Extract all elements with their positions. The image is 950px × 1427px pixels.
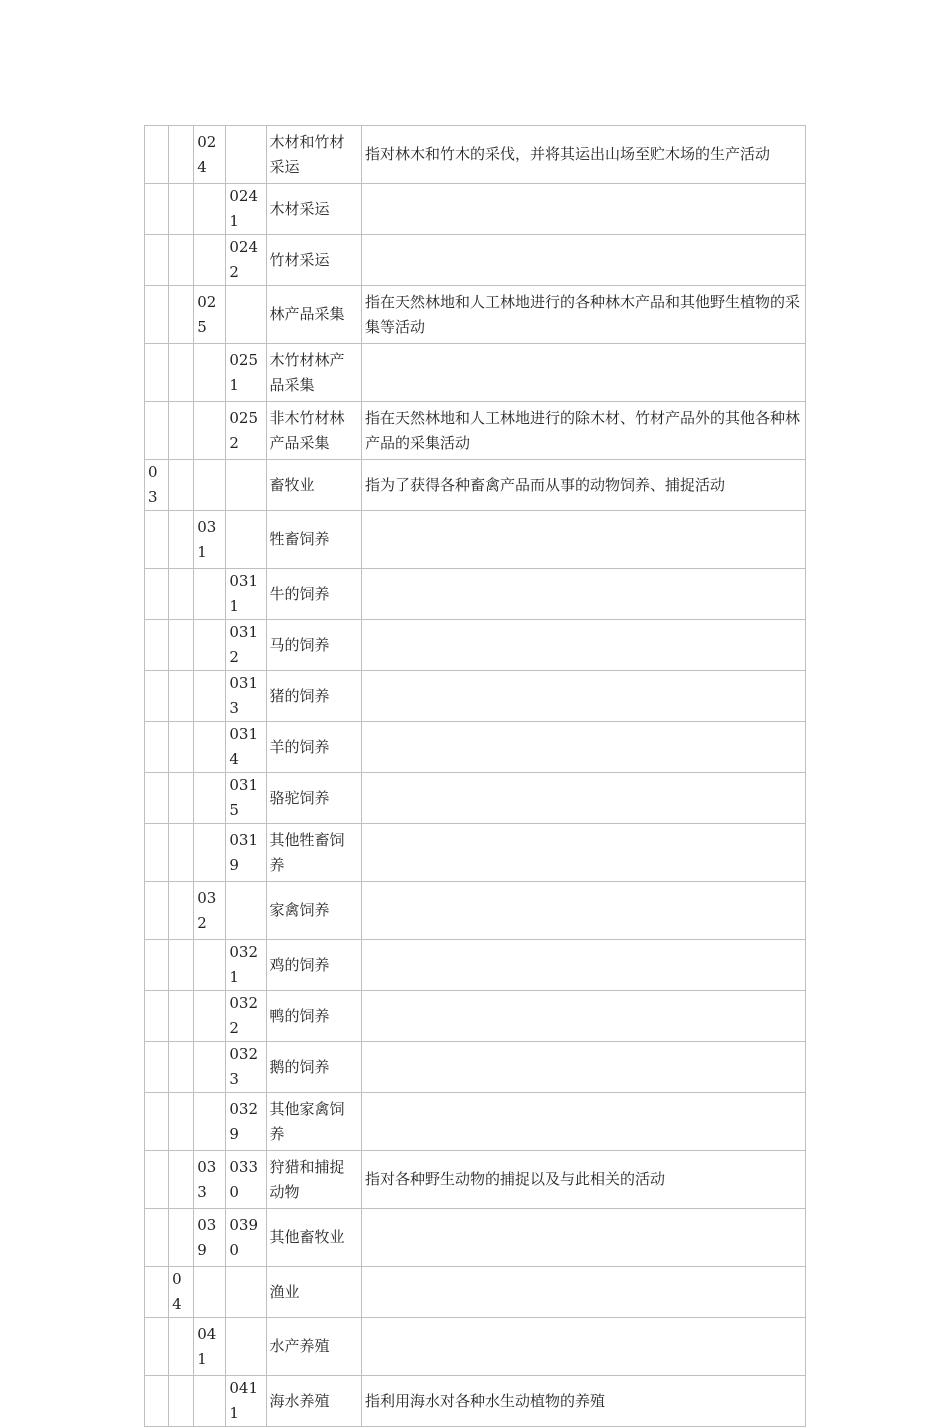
class-code-cell: 0323	[226, 1042, 266, 1093]
description-cell	[361, 1042, 805, 1093]
category-name-cell: 渔业	[266, 1267, 361, 1318]
table-row	[145, 773, 806, 824]
division-code-cell	[169, 620, 194, 671]
category-name-cell: 牲畜饲养	[266, 511, 361, 569]
division-code-cell	[169, 569, 194, 620]
group-code-cell	[194, 184, 226, 235]
table-body	[145, 126, 806, 1427]
group-code-cell	[194, 402, 226, 460]
category-name-cell: 牛的饲养	[266, 569, 361, 620]
description-cell	[361, 1267, 805, 1318]
section-code-cell	[145, 402, 169, 460]
division-code-cell	[169, 126, 194, 184]
table-row	[145, 1318, 806, 1376]
section-code-cell	[145, 1042, 169, 1093]
description-cell	[361, 824, 805, 882]
category-name-cell: 木材和竹材采运	[266, 126, 361, 184]
division-code-cell	[169, 991, 194, 1042]
section-code-cell	[145, 671, 169, 722]
class-code-cell: 0251	[226, 344, 266, 402]
description-cell	[361, 671, 805, 722]
section-code-cell	[145, 569, 169, 620]
classification-table	[144, 125, 806, 1427]
description-cell	[361, 1318, 805, 1376]
description-cell	[361, 882, 805, 940]
table-row	[145, 511, 806, 569]
class-code-cell: 0330	[226, 1151, 266, 1209]
description-cell	[361, 184, 805, 235]
category-name-cell: 骆驼饲养	[266, 773, 361, 824]
section-code-cell	[145, 511, 169, 569]
group-code-cell: 039	[194, 1209, 226, 1267]
category-name-cell: 其他家禽饲养	[266, 1093, 361, 1151]
division-code-cell	[169, 184, 194, 235]
class-code-cell: 0252	[226, 402, 266, 460]
description-cell: 指在天然林地和人工林地进行的除木材、竹材产品外的其他各种林产品的采集活动	[361, 402, 805, 460]
table-row	[145, 671, 806, 722]
class-code-cell: 0390	[226, 1209, 266, 1267]
category-name-cell: 林产品采集	[266, 286, 361, 344]
table-row	[145, 286, 806, 344]
category-name-cell: 羊的饲养	[266, 722, 361, 773]
group-code-cell	[194, 940, 226, 991]
class-code-cell: 0321	[226, 940, 266, 991]
category-name-cell: 竹材采运	[266, 235, 361, 286]
section-code-cell	[145, 773, 169, 824]
class-code-cell	[226, 1267, 266, 1318]
table-row	[145, 1093, 806, 1151]
class-code-cell: 0319	[226, 824, 266, 882]
section-code-cell	[145, 344, 169, 402]
category-name-cell: 木竹材林产品采集	[266, 344, 361, 402]
category-name-cell: 其他畜牧业	[266, 1209, 361, 1267]
description-cell	[361, 344, 805, 402]
section-code-cell	[145, 286, 169, 344]
group-code-cell	[194, 722, 226, 773]
division-code-cell	[169, 1042, 194, 1093]
section-code-cell	[145, 991, 169, 1042]
division-code-cell	[169, 511, 194, 569]
category-name-cell: 马的饲养	[266, 620, 361, 671]
description-cell	[361, 991, 805, 1042]
section-code-cell	[145, 235, 169, 286]
description-cell	[361, 773, 805, 824]
table-row	[145, 1376, 806, 1427]
group-code-cell	[194, 671, 226, 722]
division-code-cell	[169, 940, 194, 991]
division-code-cell: 04	[169, 1267, 194, 1318]
section-code-cell: 03	[145, 460, 169, 511]
section-code-cell	[145, 126, 169, 184]
table-row	[145, 824, 806, 882]
category-name-cell: 其他牲畜饲养	[266, 824, 361, 882]
division-code-cell	[169, 1209, 194, 1267]
section-code-cell	[145, 824, 169, 882]
description-cell	[361, 1209, 805, 1267]
class-code-cell: 0322	[226, 991, 266, 1042]
section-code-cell	[145, 1267, 169, 1318]
description-cell: 指对林木和竹木的采伐，并将其运出山场至贮木场的生产活动	[361, 126, 805, 184]
division-code-cell	[169, 1093, 194, 1151]
division-code-cell	[169, 344, 194, 402]
group-code-cell	[194, 569, 226, 620]
class-code-cell: 0312	[226, 620, 266, 671]
class-code-cell	[226, 882, 266, 940]
description-cell	[361, 235, 805, 286]
table-row	[145, 402, 806, 460]
group-code-cell: 024	[194, 126, 226, 184]
division-code-cell	[169, 1318, 194, 1376]
description-cell: 指在天然林地和人工林地进行的各种林木产品和其他野生植物的采集等活动	[361, 286, 805, 344]
table-row	[145, 1151, 806, 1209]
table-row	[145, 882, 806, 940]
group-code-cell: 033	[194, 1151, 226, 1209]
section-code-cell	[145, 1318, 169, 1376]
description-cell	[361, 722, 805, 773]
table-row	[145, 991, 806, 1042]
division-code-cell	[169, 671, 194, 722]
table-row	[145, 1209, 806, 1267]
table-row	[145, 1042, 806, 1093]
group-code-cell	[194, 344, 226, 402]
class-code-cell	[226, 286, 266, 344]
description-cell: 指为了获得各种畜禽产品而从事的动物饲养、捕捉活动	[361, 460, 805, 511]
table-row	[145, 235, 806, 286]
section-code-cell	[145, 1376, 169, 1427]
category-name-cell: 家禽饲养	[266, 882, 361, 940]
group-code-cell	[194, 235, 226, 286]
category-name-cell: 鹅的饲养	[266, 1042, 361, 1093]
category-name-cell: 水产养殖	[266, 1318, 361, 1376]
division-code-cell	[169, 1376, 194, 1427]
division-code-cell	[169, 286, 194, 344]
category-name-cell: 非木竹材林产品采集	[266, 402, 361, 460]
group-code-cell	[194, 824, 226, 882]
description-cell	[361, 940, 805, 991]
group-code-cell	[194, 991, 226, 1042]
class-code-cell: 0411	[226, 1376, 266, 1427]
table-row	[145, 460, 806, 511]
category-name-cell: 木材采运	[266, 184, 361, 235]
group-code-cell: 031	[194, 511, 226, 569]
group-code-cell: 041	[194, 1318, 226, 1376]
category-name-cell: 狩猎和捕捉动物	[266, 1151, 361, 1209]
table-row	[145, 940, 806, 991]
division-code-cell	[169, 460, 194, 511]
section-code-cell	[145, 1209, 169, 1267]
division-code-cell	[169, 1151, 194, 1209]
table-row	[145, 569, 806, 620]
section-code-cell	[145, 722, 169, 773]
class-code-cell: 0242	[226, 235, 266, 286]
group-code-cell	[194, 1093, 226, 1151]
group-code-cell	[194, 773, 226, 824]
description-cell	[361, 511, 805, 569]
division-code-cell	[169, 722, 194, 773]
section-code-cell	[145, 940, 169, 991]
class-code-cell: 0241	[226, 184, 266, 235]
description-cell: 指对各种野生动物的捕捉以及与此相关的活动	[361, 1151, 805, 1209]
category-name-cell: 鸡的饲养	[266, 940, 361, 991]
group-code-cell	[194, 1042, 226, 1093]
division-code-cell	[169, 402, 194, 460]
group-code-cell	[194, 620, 226, 671]
table-row	[145, 126, 806, 184]
description-cell	[361, 1093, 805, 1151]
class-code-cell	[226, 460, 266, 511]
category-name-cell: 海水养殖	[266, 1376, 361, 1427]
class-code-cell: 0329	[226, 1093, 266, 1151]
section-code-cell	[145, 1151, 169, 1209]
table-row	[145, 722, 806, 773]
table-row	[145, 344, 806, 402]
category-name-cell: 猪的饲养	[266, 671, 361, 722]
section-code-cell	[145, 1093, 169, 1151]
class-code-cell: 0315	[226, 773, 266, 824]
division-code-cell	[169, 824, 194, 882]
description-cell	[361, 569, 805, 620]
class-code-cell	[226, 511, 266, 569]
group-code-cell	[194, 1267, 226, 1318]
class-code-cell	[226, 1318, 266, 1376]
description-cell: 指利用海水对各种水生动植物的养殖	[361, 1376, 805, 1427]
category-name-cell: 畜牧业	[266, 460, 361, 511]
class-code-cell	[226, 126, 266, 184]
category-name-cell: 鸭的饲养	[266, 991, 361, 1042]
group-code-cell: 032	[194, 882, 226, 940]
group-code-cell	[194, 1376, 226, 1427]
division-code-cell	[169, 773, 194, 824]
group-code-cell	[194, 460, 226, 511]
class-code-cell: 0311	[226, 569, 266, 620]
division-code-cell	[169, 882, 194, 940]
description-cell	[361, 620, 805, 671]
table-row	[145, 620, 806, 671]
section-code-cell	[145, 882, 169, 940]
section-code-cell	[145, 620, 169, 671]
division-code-cell	[169, 235, 194, 286]
class-code-cell: 0313	[226, 671, 266, 722]
table-row	[145, 1267, 806, 1318]
table-row	[145, 184, 806, 235]
group-code-cell: 025	[194, 286, 226, 344]
section-code-cell	[145, 184, 169, 235]
class-code-cell: 0314	[226, 722, 266, 773]
